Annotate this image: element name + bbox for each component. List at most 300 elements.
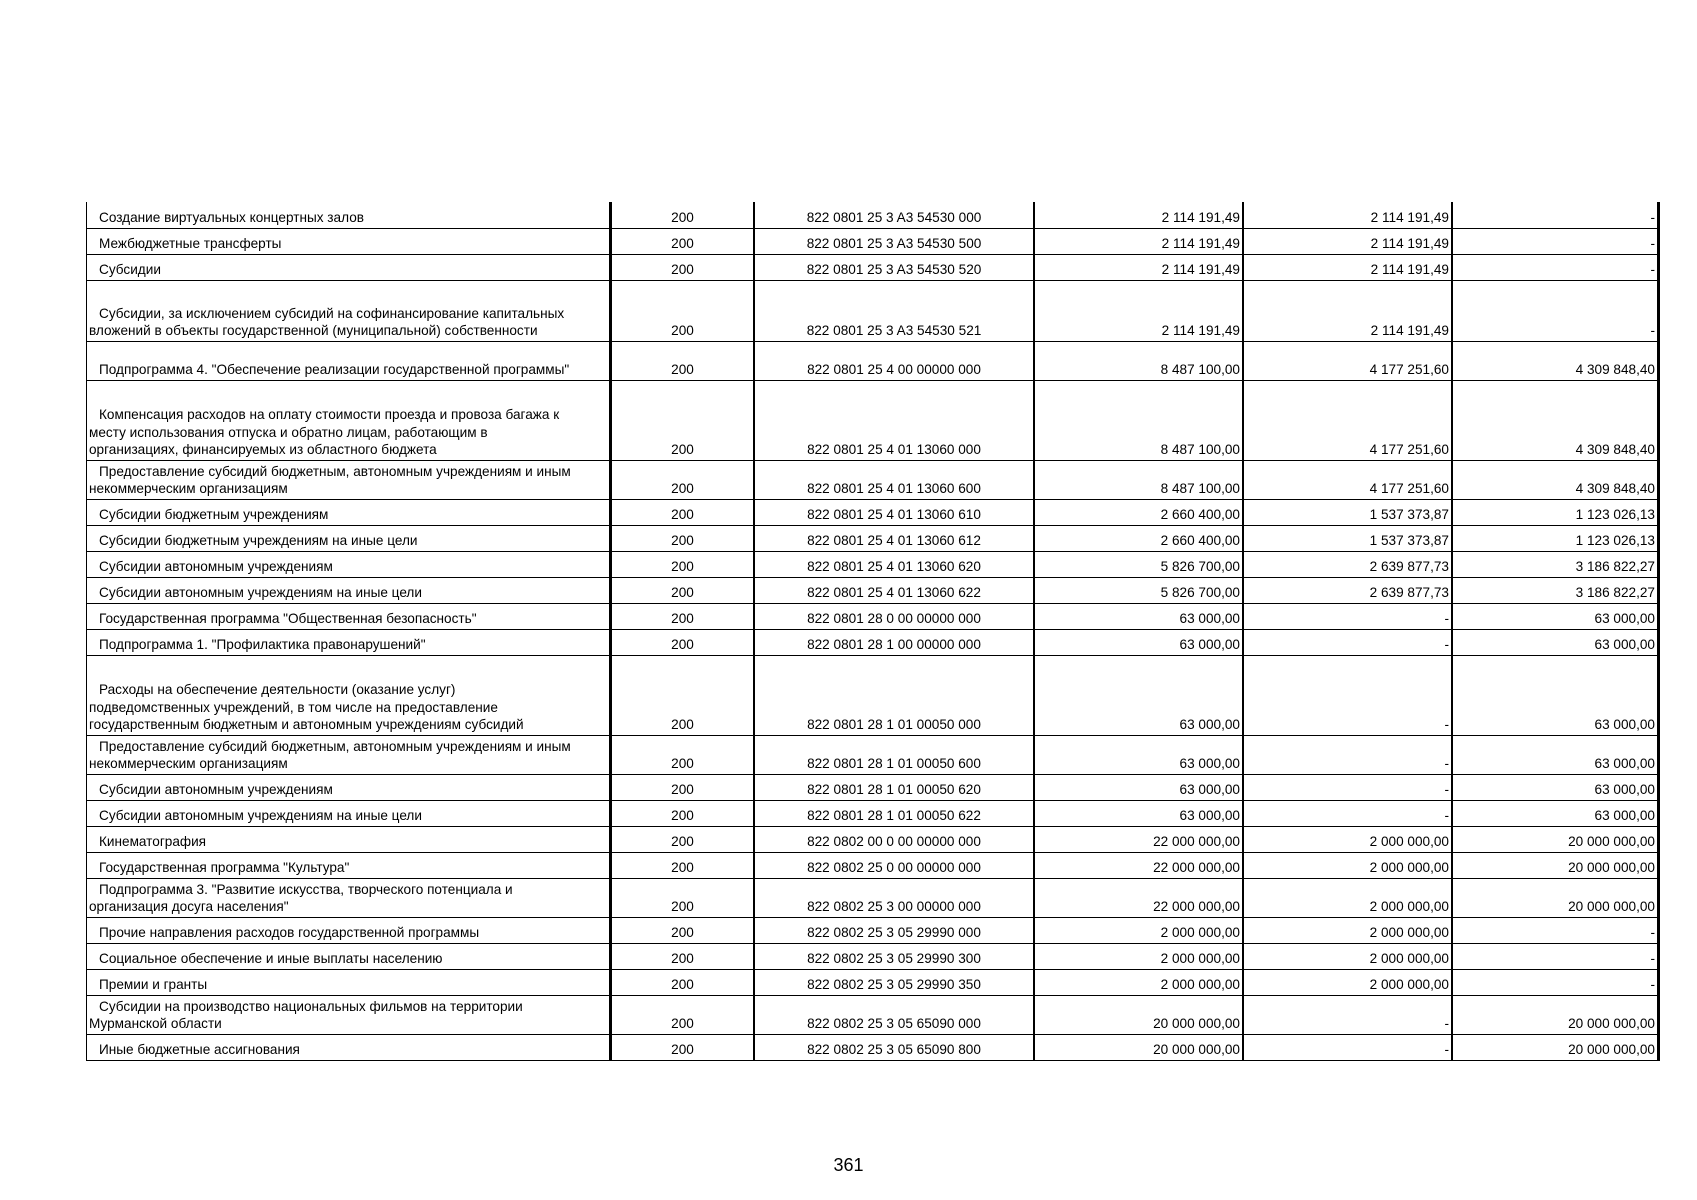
row-name-cell [87, 917, 611, 943]
row-executed-cell [1243, 551, 1452, 577]
row-name-text: Предоставление субсидий бюджетным, автономным учреждениям и иным некоммерческим организациям [89, 463, 571, 496]
row-classification-cell [754, 800, 1034, 826]
row-executed-cell [1243, 1034, 1452, 1060]
row-executed-text: 2 114 191,49 [1370, 236, 1449, 251]
row-unexecuted-text: 3 186 822,27 [1575, 585, 1655, 600]
row-unexecuted-cell [1452, 603, 1659, 629]
row-executed-text: 2 114 191,49 [1370, 323, 1449, 338]
row-classification-text: 822 0802 25 0 00 00000 000 [807, 860, 981, 875]
row-unexecuted-cell [1452, 969, 1659, 995]
row-executed-cell [1243, 603, 1452, 629]
row-name-text: Подпрограмма 3. "Развитие искусства, творческого потенциала и организация досуга населения" [89, 881, 513, 914]
row-code-text: 200 [671, 951, 694, 966]
row-approved-cell [1034, 1034, 1243, 1060]
row-executed-text: 2 639 877,73 [1369, 585, 1449, 600]
table-row [87, 826, 1659, 852]
row-unexecuted-text: 4 309 848,40 [1575, 362, 1655, 377]
row-approved-text: 2 114 191,49 [1161, 262, 1240, 277]
row-executed-text: 2 000 000,00 [1369, 860, 1449, 875]
row-executed-text: - [1444, 1042, 1449, 1057]
row-executed-cell [1243, 917, 1452, 943]
row-executed-text: 4 177 251,60 [1369, 362, 1449, 377]
row-unexecuted-text: 20 000 000,00 [1568, 1042, 1655, 1057]
row-code-text: 200 [671, 637, 694, 652]
row-name-text: Премии и гранты [99, 977, 208, 992]
row-unexecuted-cell [1452, 826, 1659, 852]
row-executed-cell [1243, 735, 1452, 774]
row-executed-text: 2 000 000,00 [1369, 834, 1449, 849]
row-classification-text: 822 0801 25 3 A3 54530 500 [806, 236, 982, 251]
row-executed-text: - [1444, 637, 1449, 652]
row-classification-text: 822 0802 25 3 05 65090 000 [807, 1016, 981, 1031]
row-executed-cell [1243, 380, 1452, 460]
row-code-cell [611, 280, 755, 341]
row-name-cell [87, 551, 611, 577]
row-name-text: Подпрограмма 1. "Профилактика правонарушений" [99, 637, 426, 652]
row-approved-text: 63 000,00 [1179, 611, 1240, 626]
row-unexecuted-text: 4 309 848,40 [1575, 481, 1655, 496]
row-name-text: Субсидии автономным учреждениям на иные цели [99, 808, 422, 823]
row-approved-cell [1034, 878, 1243, 917]
row-name-cell [87, 254, 611, 280]
row-approved-text: 20 000 000,00 [1153, 1016, 1240, 1031]
row-executed-cell [1243, 254, 1452, 280]
row-name-cell [87, 202, 611, 228]
row-name-text: Субсидии автономным учреждениям на иные цели [99, 585, 422, 600]
row-code-cell [611, 525, 755, 551]
row-classification-text: 822 0801 25 3 A3 54530 520 [806, 262, 982, 277]
table-row [87, 800, 1659, 826]
row-code-text: 200 [671, 860, 694, 875]
row-unexecuted-cell [1452, 917, 1659, 943]
row-unexecuted-text: 1 123 026,13 [1575, 533, 1655, 548]
table-row [87, 943, 1659, 969]
row-classification-text: 822 0801 28 1 00 00000 000 [807, 637, 981, 652]
budget-table-container [86, 202, 1655, 1061]
row-name-text: Компенсация расходов на оплату стоимости проезда и провоза багажа к месту использования отпуска и обратно лицам, работающим в организациях, финансируемых из областного бюджета [89, 407, 560, 457]
row-unexecuted-text: 63 000,00 [1594, 717, 1655, 732]
row-name-text: Социальное обеспечение и иные выплаты населению [99, 951, 443, 966]
table-row [87, 774, 1659, 800]
row-approved-text: 8 487 100,00 [1160, 481, 1240, 496]
row-classification-cell [754, 852, 1034, 878]
row-executed-cell [1243, 460, 1452, 499]
row-approved-cell [1034, 280, 1243, 341]
row-classification-cell [754, 228, 1034, 254]
row-name-cell [87, 800, 611, 826]
row-classification-cell [754, 460, 1034, 499]
row-unexecuted-cell [1452, 254, 1659, 280]
row-code-cell [611, 655, 755, 735]
table-row [87, 852, 1659, 878]
row-name-text: Межбюджетные трансферты [99, 236, 282, 251]
row-approved-cell [1034, 943, 1243, 969]
row-classification-text: 822 0801 25 3 A3 54530 000 [806, 210, 982, 225]
row-classification-cell [754, 525, 1034, 551]
row-code-cell [611, 254, 755, 280]
row-approved-text: 2 114 191,49 [1161, 210, 1240, 225]
row-executed-cell [1243, 774, 1452, 800]
row-code-cell [611, 735, 755, 774]
row-name-cell [87, 1034, 611, 1060]
row-name-cell [87, 878, 611, 917]
row-approved-text: 63 000,00 [1179, 782, 1240, 797]
table-row [87, 603, 1659, 629]
row-code-text: 200 [671, 481, 694, 496]
row-unexecuted-cell [1452, 943, 1659, 969]
row-executed-text: 2 000 000,00 [1369, 899, 1449, 914]
row-code-cell [611, 917, 755, 943]
row-name-text: Предоставление субсидий бюджетным, автономным учреждениям и иным некоммерческим организациям [89, 738, 571, 771]
row-classification-text: 822 0801 28 0 00 00000 000 [807, 611, 981, 626]
row-approved-cell [1034, 800, 1243, 826]
row-approved-cell [1034, 460, 1243, 499]
row-code-text: 200 [671, 210, 694, 225]
row-code-text: 200 [671, 1042, 694, 1057]
row-executed-cell [1243, 995, 1452, 1034]
row-name-text: Субсидии на производство национальных фильмов на территории Мурманской области [89, 998, 523, 1031]
row-approved-text: 2 000 000,00 [1160, 977, 1240, 992]
row-name-cell [87, 629, 611, 655]
row-unexecuted-text: 63 000,00 [1594, 611, 1655, 626]
row-approved-cell [1034, 499, 1243, 525]
row-code-text: 200 [671, 756, 694, 771]
row-name-cell [87, 995, 611, 1034]
row-name-text: Государственная программа "Общественная безопасность" [99, 611, 477, 626]
row-code-cell [611, 774, 755, 800]
row-classification-cell [754, 995, 1034, 1034]
row-name-text: Субсидии, за исключением субсидий на софинансирование капитальных вложений в объекты государственной (муниципальной) собственности [89, 305, 565, 338]
row-unexecuted-cell [1452, 995, 1659, 1034]
row-unexecuted-cell [1452, 774, 1659, 800]
row-name-cell [87, 852, 611, 878]
row-unexecuted-cell [1452, 228, 1659, 254]
row-executed-text: - [1444, 782, 1449, 797]
row-unexecuted-cell [1452, 380, 1659, 460]
row-code-cell [611, 499, 755, 525]
row-code-cell [611, 629, 755, 655]
row-unexecuted-cell [1452, 551, 1659, 577]
row-classification-text: 822 0801 25 4 01 13060 612 [807, 533, 981, 548]
row-code-cell [611, 878, 755, 917]
row-approved-text: 63 000,00 [1179, 717, 1240, 732]
row-name-cell [87, 774, 611, 800]
row-unexecuted-cell [1452, 577, 1659, 603]
row-approved-cell [1034, 774, 1243, 800]
row-name-cell [87, 525, 611, 551]
row-code-cell [611, 341, 755, 380]
row-approved-cell [1034, 969, 1243, 995]
row-approved-cell [1034, 202, 1243, 228]
row-unexecuted-cell [1452, 341, 1659, 380]
row-unexecuted-cell [1452, 629, 1659, 655]
row-approved-text: 5 826 700,00 [1160, 585, 1240, 600]
row-code-cell [611, 202, 755, 228]
row-unexecuted-cell [1452, 1034, 1659, 1060]
row-name-text: Субсидии [99, 262, 161, 277]
row-executed-text: - [1444, 717, 1449, 732]
row-classification-cell [754, 280, 1034, 341]
row-approved-cell [1034, 852, 1243, 878]
row-approved-text: 22 000 000,00 [1153, 899, 1240, 914]
row-code-cell [611, 852, 755, 878]
row-unexecuted-text: 20 000 000,00 [1568, 899, 1655, 914]
row-code-cell [611, 577, 755, 603]
row-code-text: 200 [671, 323, 694, 338]
row-unexecuted-cell [1452, 525, 1659, 551]
row-executed-cell [1243, 228, 1452, 254]
row-code-cell [611, 460, 755, 499]
table-row [87, 629, 1659, 655]
budget-execution-table [86, 202, 1660, 1061]
row-approved-text: 2 000 000,00 [1160, 951, 1240, 966]
row-approved-cell [1034, 995, 1243, 1034]
table-row [87, 551, 1659, 577]
row-approved-text: 2 660 400,00 [1160, 507, 1240, 522]
row-approved-cell [1034, 629, 1243, 655]
row-classification-cell [754, 655, 1034, 735]
row-executed-text: 2 000 000,00 [1369, 951, 1449, 966]
row-executed-cell [1243, 969, 1452, 995]
row-unexecuted-text: 20 000 000,00 [1568, 860, 1655, 875]
row-code-cell [611, 603, 755, 629]
row-classification-text: 822 0801 28 1 01 00050 620 [807, 782, 981, 797]
page-number: 361 [833, 1155, 864, 1175]
row-name-cell [87, 735, 611, 774]
row-approved-text: 2 000 000,00 [1160, 925, 1240, 940]
row-classification-text: 822 0802 00 0 00 00000 000 [807, 834, 981, 849]
row-classification-cell [754, 917, 1034, 943]
row-unexecuted-text: 1 123 026,13 [1575, 507, 1655, 522]
row-approved-cell [1034, 380, 1243, 460]
row-approved-cell [1034, 341, 1243, 380]
row-classification-text: 822 0801 25 3 A3 54530 521 [806, 323, 982, 338]
table-row [87, 499, 1659, 525]
row-approved-text: 2 660 400,00 [1160, 533, 1240, 548]
row-unexecuted-cell [1452, 878, 1659, 917]
row-name-text: Прочие направления расходов государственной программы [99, 925, 480, 940]
row-code-cell [611, 943, 755, 969]
row-executed-cell [1243, 202, 1452, 228]
row-classification-text: 822 0801 25 4 01 13060 000 [807, 442, 981, 457]
row-approved-text: 5 826 700,00 [1160, 559, 1240, 574]
row-unexecuted-text: - [1650, 323, 1655, 338]
row-classification-cell [754, 826, 1034, 852]
row-unexecuted-cell [1452, 460, 1659, 499]
row-code-cell [611, 1034, 755, 1060]
row-code-cell [611, 228, 755, 254]
row-unexecuted-text: - [1650, 236, 1655, 251]
row-executed-cell [1243, 943, 1452, 969]
table-row [87, 878, 1659, 917]
row-classification-cell [754, 499, 1034, 525]
row-name-text: Создание виртуальных концертных залов [99, 210, 364, 225]
row-executed-text: 4 177 251,60 [1369, 442, 1449, 457]
table-row [87, 995, 1659, 1034]
row-classification-cell [754, 735, 1034, 774]
row-code-text: 200 [671, 362, 694, 377]
row-classification-cell [754, 577, 1034, 603]
row-classification-cell [754, 603, 1034, 629]
row-code-text: 200 [671, 236, 694, 251]
row-name-text: Субсидии автономным учреждениям [99, 782, 333, 797]
row-executed-cell [1243, 629, 1452, 655]
table-row [87, 969, 1659, 995]
row-unexecuted-text: 20 000 000,00 [1568, 834, 1655, 849]
row-unexecuted-text: 20 000 000,00 [1568, 1016, 1655, 1031]
row-approved-text: 63 000,00 [1179, 808, 1240, 823]
table-body [87, 202, 1659, 1060]
row-approved-cell [1034, 603, 1243, 629]
table-row [87, 460, 1659, 499]
row-name-cell [87, 969, 611, 995]
row-classification-text: 822 0802 25 3 05 29990 300 [807, 951, 981, 966]
row-classification-text: 822 0802 25 3 05 65090 800 [807, 1042, 981, 1057]
row-executed-text: - [1444, 611, 1449, 626]
row-code-text: 200 [671, 899, 694, 914]
row-unexecuted-text: 3 186 822,27 [1575, 559, 1655, 574]
row-executed-text: 2 000 000,00 [1369, 977, 1449, 992]
row-name-text: Субсидии автономным учреждениям [99, 559, 333, 574]
table-row [87, 1034, 1659, 1060]
row-code-cell [611, 995, 755, 1034]
row-name-text: Государственная программа "Культура" [99, 860, 350, 875]
row-classification-text: 822 0801 25 4 01 13060 600 [807, 481, 981, 496]
row-executed-cell [1243, 499, 1452, 525]
row-approved-cell [1034, 735, 1243, 774]
row-unexecuted-text: 63 000,00 [1594, 808, 1655, 823]
row-unexecuted-cell [1452, 499, 1659, 525]
row-executed-cell [1243, 800, 1452, 826]
row-classification-text: 822 0801 25 4 00 00000 000 [807, 362, 981, 377]
row-code-text: 200 [671, 834, 694, 849]
row-executed-cell [1243, 878, 1452, 917]
row-code-cell [611, 551, 755, 577]
table-row [87, 655, 1659, 735]
row-code-text: 200 [671, 585, 694, 600]
row-code-text: 200 [671, 507, 694, 522]
row-unexecuted-text: 63 000,00 [1594, 756, 1655, 771]
table-row [87, 577, 1659, 603]
row-name-cell [87, 943, 611, 969]
row-classification-cell [754, 774, 1034, 800]
table-row [87, 917, 1659, 943]
row-unexecuted-text: - [1650, 977, 1655, 992]
row-approved-cell [1034, 917, 1243, 943]
row-name-cell [87, 603, 611, 629]
row-approved-cell [1034, 228, 1243, 254]
row-unexecuted-text: - [1650, 210, 1655, 225]
row-executed-cell [1243, 826, 1452, 852]
row-classification-text: 822 0802 25 3 05 29990 350 [807, 977, 981, 992]
row-approved-text: 2 114 191,49 [1161, 236, 1240, 251]
row-approved-text: 20 000 000,00 [1153, 1042, 1240, 1057]
row-name-cell [87, 655, 611, 735]
row-unexecuted-text: - [1650, 951, 1655, 966]
row-classification-text: 822 0802 25 3 05 29990 000 [807, 925, 981, 940]
row-code-cell [611, 826, 755, 852]
row-executed-text: 4 177 251,60 [1369, 481, 1449, 496]
table-row [87, 525, 1659, 551]
row-name-text: Подпрограмма 4. "Обеспечение реализации государственной программы" [99, 362, 570, 377]
row-classification-cell [754, 943, 1034, 969]
row-classification-cell [754, 380, 1034, 460]
table-row [87, 202, 1659, 228]
row-executed-text: - [1444, 756, 1449, 771]
row-code-cell [611, 800, 755, 826]
table-row [87, 380, 1659, 460]
row-executed-text: 2 639 877,73 [1369, 559, 1449, 574]
row-executed-text: - [1444, 1016, 1449, 1031]
row-classification-cell [754, 254, 1034, 280]
row-classification-text: 822 0801 25 4 01 13060 610 [807, 507, 981, 522]
row-classification-text: 822 0801 25 4 01 13060 620 [807, 559, 981, 574]
row-unexecuted-text: 63 000,00 [1594, 637, 1655, 652]
row-name-text: Субсидии бюджетным учреждениям [99, 507, 329, 522]
row-code-text: 200 [671, 925, 694, 940]
row-code-text: 200 [671, 262, 694, 277]
row-executed-text: 1 537 373,87 [1369, 507, 1449, 522]
row-code-text: 200 [671, 533, 694, 548]
row-unexecuted-cell [1452, 202, 1659, 228]
row-classification-text: 822 0801 28 1 01 00050 622 [807, 808, 981, 823]
row-approved-text: 2 114 191,49 [1161, 323, 1240, 338]
row-approved-text: 22 000 000,00 [1153, 860, 1240, 875]
row-classification-cell [754, 202, 1034, 228]
row-name-cell [87, 228, 611, 254]
row-code-text: 200 [671, 977, 694, 992]
row-code-text: 200 [671, 808, 694, 823]
row-code-cell [611, 969, 755, 995]
row-name-cell [87, 380, 611, 460]
row-unexecuted-cell [1452, 280, 1659, 341]
row-executed-cell [1243, 577, 1452, 603]
row-name-cell [87, 460, 611, 499]
row-code-cell [611, 380, 755, 460]
row-name-cell [87, 826, 611, 852]
row-classification-cell [754, 969, 1034, 995]
row-code-text: 200 [671, 611, 694, 626]
row-name-text: Иные бюджетные ассигнования [99, 1042, 300, 1057]
row-name-text: Расходы на обеспечение деятельности (оказание услуг) подведомственных учреждений, в том числе на предоставление государственным бюджетным и автономным учреждениям субсидий [89, 682, 524, 732]
row-approved-cell [1034, 577, 1243, 603]
row-classification-cell [754, 551, 1034, 577]
table-row [87, 735, 1659, 774]
row-name-cell [87, 341, 611, 380]
row-classification-text: 822 0801 28 1 01 00050 000 [807, 717, 981, 732]
row-code-text: 200 [671, 442, 694, 457]
row-classification-cell [754, 878, 1034, 917]
row-approved-cell [1034, 551, 1243, 577]
table-row [87, 280, 1659, 341]
row-name-text: Субсидии бюджетным учреждениям на иные цели [99, 533, 418, 548]
row-classification-text: 822 0801 25 4 01 13060 622 [807, 585, 981, 600]
row-executed-text: 2 114 191,49 [1370, 262, 1449, 277]
table-row [87, 341, 1659, 380]
row-classification-cell [754, 629, 1034, 655]
row-approved-text: 63 000,00 [1179, 637, 1240, 652]
row-unexecuted-text: 4 309 848,40 [1575, 442, 1655, 457]
row-unexecuted-text: 63 000,00 [1594, 782, 1655, 797]
row-executed-cell [1243, 341, 1452, 380]
row-unexecuted-cell [1452, 852, 1659, 878]
row-name-cell [87, 280, 611, 341]
row-approved-text: 22 000 000,00 [1153, 834, 1240, 849]
row-unexecuted-text: - [1650, 925, 1655, 940]
row-executed-text: 2 000 000,00 [1369, 925, 1449, 940]
row-approved-text: 63 000,00 [1179, 756, 1240, 771]
row-classification-text: 822 0802 25 3 00 00000 000 [807, 899, 981, 914]
